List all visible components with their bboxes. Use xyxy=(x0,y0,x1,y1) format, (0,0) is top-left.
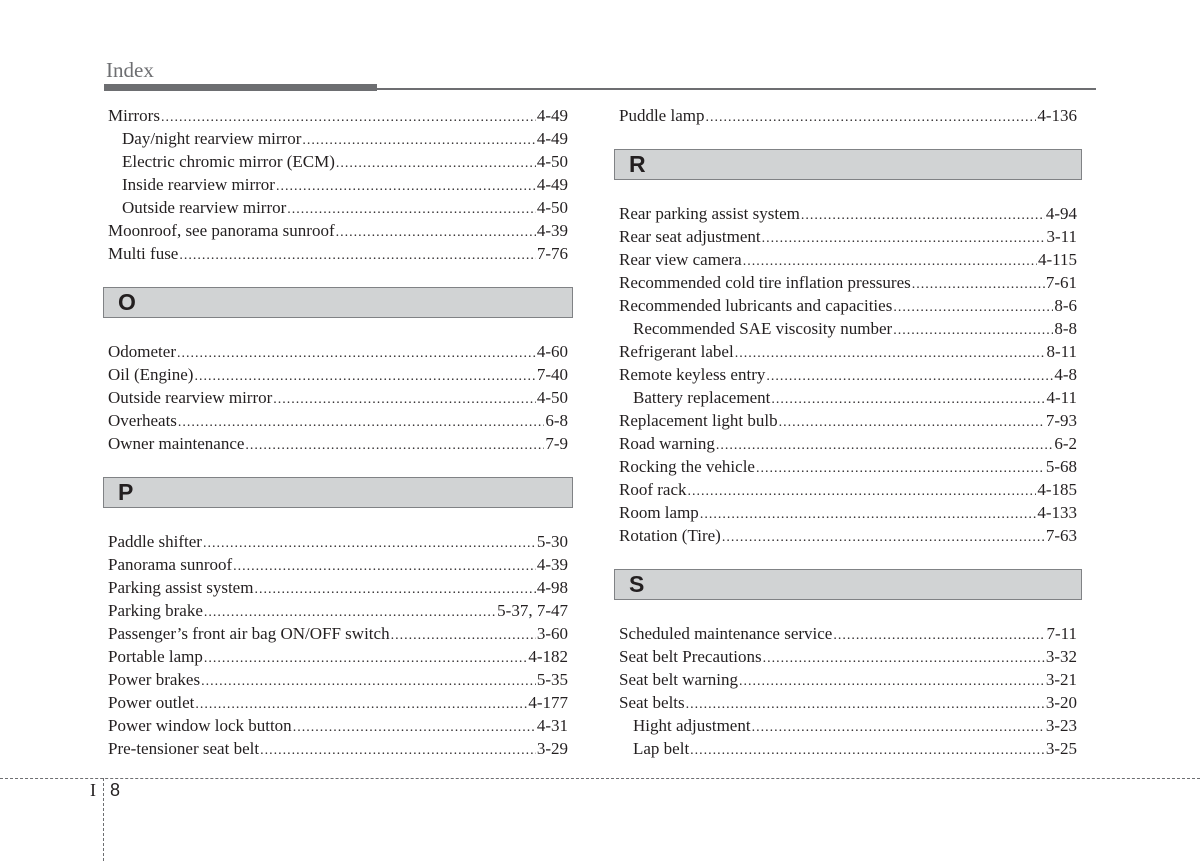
dot-leader xyxy=(302,129,535,152)
entry-label: Replacement light bulb xyxy=(619,411,778,430)
entry-page-ref: 4-49 xyxy=(536,175,568,194)
dot-leader xyxy=(177,342,536,365)
entry-label: Parking assist system xyxy=(108,578,254,597)
index-entry xyxy=(619,501,1077,524)
entry-page-ref: 4-39 xyxy=(536,221,568,240)
dot-leader xyxy=(336,221,536,244)
entry-label: Power outlet xyxy=(108,693,195,712)
entry-page-ref: 4-50 xyxy=(536,198,568,217)
dot-leader xyxy=(161,106,536,129)
dot-leader xyxy=(690,739,1045,762)
letter-heading-r: R xyxy=(614,149,1082,180)
index-entry xyxy=(108,691,568,714)
entry-label: Seat belt warning xyxy=(619,670,738,689)
index-entry xyxy=(108,219,568,242)
dot-leader xyxy=(273,388,536,411)
entry-label: Roof rack xyxy=(619,480,687,499)
dot-leader xyxy=(245,434,544,457)
entry-label: Rotation (Tire) xyxy=(619,526,721,545)
index-entry xyxy=(108,432,568,455)
entry-page-ref: 4-49 xyxy=(536,129,568,148)
entry-label: Oil (Engine) xyxy=(108,365,194,384)
entry-page-ref: 4-177 xyxy=(528,693,568,712)
index-subentry xyxy=(108,173,568,196)
dot-leader xyxy=(233,555,536,578)
entry-label: Parking brake xyxy=(108,601,203,620)
entry-page-ref: 4-11 xyxy=(1046,388,1077,407)
dot-leader xyxy=(771,388,1045,411)
index-entry xyxy=(108,363,568,386)
entry-label: Road warning xyxy=(619,434,715,453)
dot-leader xyxy=(686,693,1045,716)
dot-leader xyxy=(756,457,1045,480)
dot-leader xyxy=(739,670,1045,693)
entry-page-ref: 4-50 xyxy=(536,388,568,407)
entry-page-ref: 7-93 xyxy=(1045,411,1077,430)
index-entry xyxy=(108,622,568,645)
index-entry xyxy=(619,432,1077,455)
index-entry xyxy=(108,668,568,691)
entry-page-ref: 7-76 xyxy=(536,244,568,263)
index-entry xyxy=(108,242,568,265)
index-subentry xyxy=(108,196,568,219)
index-group-p xyxy=(108,530,568,760)
entry-label: Refrigerant label xyxy=(619,342,734,361)
entry-page-ref: 4-50 xyxy=(536,152,568,171)
entry-label: Portable lamp xyxy=(108,647,203,666)
index-entry xyxy=(108,645,568,668)
entry-page-ref: 8-11 xyxy=(1046,342,1077,361)
index-entry xyxy=(619,524,1077,547)
dot-leader xyxy=(688,480,1037,503)
entry-label: Recommended SAE viscosity number xyxy=(633,319,893,338)
entry-page-ref: 5-35 xyxy=(536,670,568,689)
index-entry xyxy=(108,714,568,737)
index-subentry xyxy=(619,714,1077,737)
index-group-p-continued xyxy=(619,104,1077,127)
letter-heading-o: O xyxy=(103,287,573,318)
index-entry xyxy=(619,622,1077,645)
index-entry xyxy=(108,553,568,576)
entry-page-ref: 4-136 xyxy=(1037,106,1077,125)
index-column-right xyxy=(619,104,1077,760)
entry-label: Mirrors xyxy=(108,106,160,125)
entry-page-ref: 7-40 xyxy=(536,365,568,384)
index-entry xyxy=(108,530,568,553)
entry-page-ref: 6-8 xyxy=(545,411,568,430)
dot-leader xyxy=(179,244,535,267)
dot-leader xyxy=(203,532,536,555)
index-entry xyxy=(108,576,568,599)
entry-label: Recommended cold tire inflation pressures xyxy=(619,273,911,292)
entry-page-ref: 3-60 xyxy=(536,624,568,643)
entry-page-ref: 4-133 xyxy=(1037,503,1077,522)
entry-page-ref: 3-11 xyxy=(1046,227,1077,246)
dot-leader xyxy=(735,342,1046,365)
entry-page-ref: 7-11 xyxy=(1046,624,1077,643)
entry-page-ref: 7-63 xyxy=(1045,526,1077,545)
letter-heading-s: S xyxy=(614,569,1082,600)
header-rule-thick xyxy=(104,84,377,91)
entry-label: Rear seat adjustment xyxy=(619,227,761,246)
entry-label: Passenger’s front air bag ON/OFF switch xyxy=(108,624,390,643)
header-rule-thin xyxy=(377,88,1096,90)
index-entry xyxy=(619,455,1077,478)
index-entry xyxy=(619,668,1077,691)
dot-leader xyxy=(893,296,1053,319)
entry-label: Panorama sunroof xyxy=(108,555,233,574)
entry-page-ref: 3-32 xyxy=(1045,647,1077,666)
index-entry xyxy=(108,104,568,127)
index-group-s xyxy=(619,622,1077,760)
page-number: 8 xyxy=(110,780,121,800)
index-entry xyxy=(108,340,568,363)
dot-leader xyxy=(801,204,1045,227)
entry-page-ref: 4-94 xyxy=(1045,204,1077,223)
dot-leader xyxy=(391,624,536,647)
index-entry xyxy=(619,202,1077,225)
dot-leader xyxy=(201,670,536,693)
index-entry xyxy=(619,363,1077,386)
index-subentry xyxy=(108,150,568,173)
entry-label: Moonroof, see panorama sunroof xyxy=(108,221,335,240)
entry-page-ref: 7-61 xyxy=(1045,273,1077,292)
entry-label: Day/night rearview mirror xyxy=(122,129,302,148)
entry-label: Power window lock button xyxy=(108,716,292,735)
entry-label: Room lamp xyxy=(619,503,699,522)
index-subentry xyxy=(108,127,568,150)
dot-leader xyxy=(763,647,1045,670)
index-entry xyxy=(619,478,1077,501)
entry-page-ref: 4-39 xyxy=(536,555,568,574)
index-entry xyxy=(619,294,1077,317)
entry-label: Recommended lubricants and capacities xyxy=(619,296,893,315)
entry-page-ref: 4-115 xyxy=(1037,250,1077,269)
entry-label: Seat belt Precautions xyxy=(619,647,762,666)
index-entry xyxy=(619,340,1077,363)
entry-page-ref: 3-21 xyxy=(1045,670,1077,689)
entry-label: Lap belt xyxy=(633,739,690,758)
entry-page-ref: 5-68 xyxy=(1045,457,1077,476)
index-entry xyxy=(108,737,568,760)
entry-label: Puddle lamp xyxy=(619,106,705,125)
index-entry xyxy=(108,599,568,622)
dot-leader xyxy=(276,175,536,198)
page-title: Index xyxy=(106,58,154,82)
entry-page-ref: 4-98 xyxy=(536,578,568,597)
entry-page-ref: 4-182 xyxy=(528,647,568,666)
entry-page-ref: 3-25 xyxy=(1045,739,1077,758)
dot-leader xyxy=(762,227,1046,250)
index-entry xyxy=(619,225,1077,248)
index-subentry xyxy=(619,317,1077,340)
index-subentry xyxy=(619,386,1077,409)
dot-leader xyxy=(833,624,1045,647)
entry-page-ref: 4-8 xyxy=(1054,365,1077,384)
entry-label: Rear view camera xyxy=(619,250,742,269)
entry-label: Owner maintenance xyxy=(108,434,245,453)
entry-label: Power brakes xyxy=(108,670,201,689)
dot-leader xyxy=(195,693,527,716)
entry-page-ref: 3-29 xyxy=(536,739,568,758)
entry-label: Overheats xyxy=(108,411,177,430)
entry-label: Electric chromic mirror (ECM) xyxy=(122,152,335,171)
dot-leader xyxy=(766,365,1053,388)
entry-page-ref: 5-30 xyxy=(536,532,568,551)
entry-label: Rear parking assist system xyxy=(619,204,800,223)
dot-leader xyxy=(254,578,535,601)
entry-label: Inside rearview mirror xyxy=(122,175,275,194)
entry-label: Battery replacement xyxy=(633,388,771,407)
entry-page-ref: 4-31 xyxy=(536,716,568,735)
index-group-o xyxy=(108,340,568,455)
entry-label: Seat belts xyxy=(619,693,685,712)
dot-leader xyxy=(178,411,544,434)
dot-leader xyxy=(893,319,1053,342)
entry-label: Remote keyless entry xyxy=(619,365,766,384)
entry-page-ref: 8-6 xyxy=(1054,296,1077,315)
entry-label: Hight adjustment xyxy=(633,716,751,735)
index-entry xyxy=(619,271,1077,294)
dot-leader xyxy=(779,411,1045,434)
index-subentry xyxy=(619,737,1077,760)
entry-label: Rocking the vehicle xyxy=(619,457,755,476)
index-group-r xyxy=(619,202,1077,547)
dot-leader xyxy=(293,716,536,739)
dot-leader xyxy=(204,601,496,624)
index-entry xyxy=(619,248,1077,271)
entry-label: Odometer xyxy=(108,342,176,361)
entry-label: Outside rearview mirror xyxy=(122,198,287,217)
dot-leader xyxy=(287,198,536,221)
footer-rule xyxy=(0,778,1200,779)
dot-leader xyxy=(194,365,535,388)
entry-page-ref: 4-49 xyxy=(536,106,568,125)
dot-leader xyxy=(705,106,1036,129)
entry-label: Paddle shifter xyxy=(108,532,202,551)
footer-section-letter: I xyxy=(90,780,96,800)
letter-heading-p: P xyxy=(103,477,573,508)
entry-label: Pre-tensioner seat belt xyxy=(108,739,260,758)
index-column-left xyxy=(108,104,568,760)
dot-leader xyxy=(912,273,1045,296)
entry-label: Multi fuse xyxy=(108,244,179,263)
entry-label: Outside rearview mirror xyxy=(108,388,273,407)
index-entry xyxy=(619,645,1077,668)
dot-leader xyxy=(700,503,1037,526)
entry-page-ref: 4-185 xyxy=(1037,480,1077,499)
index-entry xyxy=(619,104,1077,127)
entry-page-ref: 5-37, 7-47 xyxy=(497,601,568,620)
entry-page-ref: 4-60 xyxy=(536,342,568,361)
dot-leader xyxy=(743,250,1037,273)
entry-page-ref: 3-20 xyxy=(1045,693,1077,712)
index-entry xyxy=(619,691,1077,714)
entry-page-ref: 7-9 xyxy=(545,434,568,453)
entry-page-ref: 3-23 xyxy=(1045,716,1077,735)
index-entry xyxy=(619,409,1077,432)
dot-leader xyxy=(204,647,527,670)
dot-leader xyxy=(716,434,1053,457)
dot-leader xyxy=(336,152,536,175)
footer-rule-vertical xyxy=(103,778,104,861)
index-group-m xyxy=(108,104,568,265)
entry-page-ref: 6-2 xyxy=(1054,434,1077,453)
dot-leader xyxy=(260,739,536,762)
index-entry xyxy=(108,409,568,432)
dot-leader xyxy=(722,526,1045,549)
entry-page-ref: 8-8 xyxy=(1054,319,1077,338)
entry-label: Scheduled maintenance service xyxy=(619,624,833,643)
index-entry xyxy=(108,386,568,409)
dot-leader xyxy=(752,716,1045,739)
